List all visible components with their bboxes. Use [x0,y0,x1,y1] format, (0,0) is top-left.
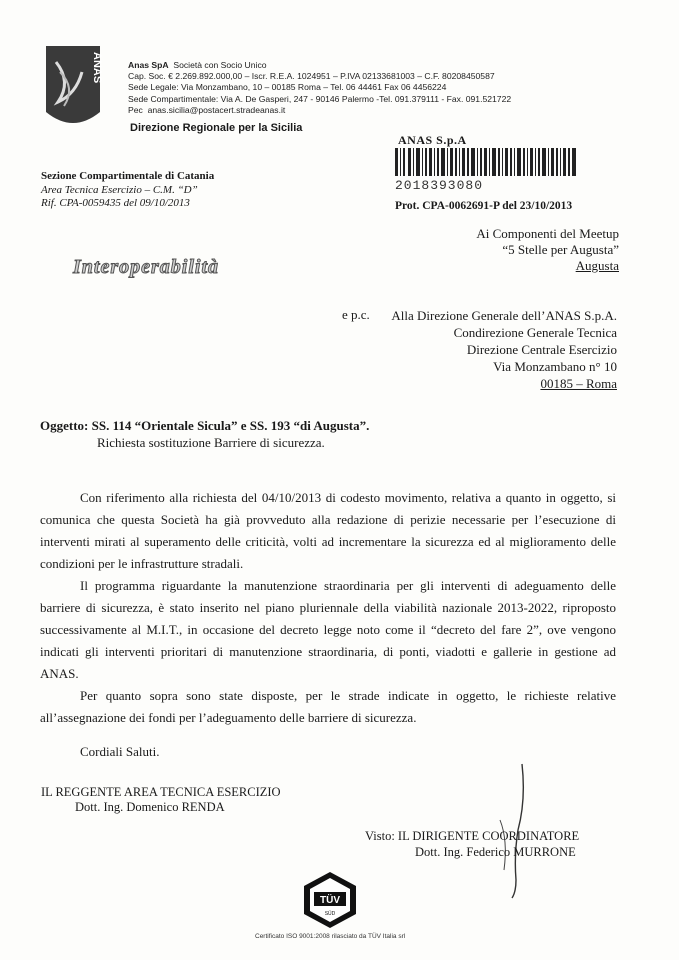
recipient-city: Augusta [575,258,619,273]
subject-title: Oggetto: SS. 114 “Orientale Sicula” e SS. 193 “di Augusta”. [40,418,370,433]
signature-left [41,785,281,815]
regional-direction: Direzione Regionale per la Sicilia [130,122,303,134]
interoperability-stamp: Interoperabilità [73,256,220,278]
recipient-block [476,226,619,274]
signature-right-name: Dott. Ing. Federico MURRONE [415,845,576,859]
cc-label: e p.c. [342,307,370,322]
cc-city: 00185 – Roma [540,376,617,391]
tuv-certification-icon [300,870,360,930]
cc-block [391,307,617,392]
protocol-number: Prot. CPA-0062691-P del 23/10/2013 [395,200,573,212]
cc-line: Alla Direzione Generale dell’ANAS S.p.A. [391,308,617,323]
body-paragraph: Con riferimento alla richiesta del 04/10/2013 di codesto movimento, relativa a quanto in oggetto, si comunica che questa Società ha già provveduto alla redazione di perizie necessarie per l’esecuzione di interventi mirati al superamento delle criticità, volti ad incrementare la sicurezza ed al miglioramento delle condizioni per le infrastrutture stradali. [40,490,616,571]
cc-line: Direzione Centrale Esercizio [466,342,617,357]
barcode-number: 2018393080 [395,178,484,193]
tuv-badge-text: TÜV [320,895,340,906]
company-capital: Cap. Soc. € 2.269.892.000,00 – Iscr. R.E.A. 1024951 – P.IVA 02133681003 – C.F. 80208450587 [128,71,495,82]
section-name: Sezione Compartimentale di Catania [41,170,215,182]
signature-left-name: Dott. Ing. Domenico RENDA [75,800,225,814]
anas-logo [42,42,104,134]
pec-email: anas.sicilia@postacert.stradeanas.it [147,104,286,115]
certification-caption: Certificato ISO 9001:2008 rilasciato da TÜV Italia srl [255,933,406,940]
tuv-badge-sub: SÜD [324,911,336,917]
closing: Cordiali Saluti. [80,744,160,759]
signature-right-title: Visto: IL DIRIGENTE COORDINATORE [365,829,580,843]
recipient-line: Ai Componenti del Meetup [476,226,619,241]
recipient-line: “5 Stelle per Augusta” [502,242,619,257]
pec-label: Pec [128,104,143,115]
signature-left-title: IL REGGENTE AREA TECNICA ESERCIZIO [41,785,281,799]
cc-line: Condirezione Generale Tecnica [453,325,617,340]
section-reference: Rif. CPA-0059435 del 09/10/2013 [41,197,190,209]
subject-detail: Richiesta sostituzione Barriere di sicurezza. [97,435,325,450]
company-legal-address: Sede Legale: Via Monzambano, 10 – 00185 Roma – Tel. 06 44461 Fax 06 4456224 [128,82,447,93]
logo-text: ANAS [91,52,103,84]
body-paragraph: Il programma riguardante la manutenzione straordinaria per gli interventi di adeguamento delle barriere di sicurezza, è stato inserito nel piano pluriennale della viabilità nazionale 2013-2022, riproposto successivamente al M.I.T., in occasione del decreto legge noto come il “decreto del fare 2”, ove vengono indicati gli interventi prioritari di manutenzione straordinaria, di ponti, viadotti e gallerie in gestione ad ANAS. [40,578,616,681]
sender-section [41,170,214,211]
letterhead [128,60,511,116]
company-name: Anas SpA [128,60,169,70]
cc-line: Via Monzambano n° 10 [493,359,617,374]
signature-right [365,828,579,860]
stamp-label: ANAS S.p.A [398,133,467,147]
company-desc: Società con Socio Unico [173,60,267,70]
section-area: Area Tecnica Esercizio – C.M. “D” [41,183,198,196]
company-regional-address: Sede Compartimentale: Via A. De Gasperi, 247 - 90146 Palermo -Tel. 091.379111 - Fax. 091.521722 [128,93,512,104]
body-paragraph: Per quanto sopra sono state disposte, per le strade indicate in oggetto, le richieste relative all’assegnazione dei fondi per l’adeguamento delle barriere di sicurezza. [40,688,616,725]
letter-body [40,487,616,729]
